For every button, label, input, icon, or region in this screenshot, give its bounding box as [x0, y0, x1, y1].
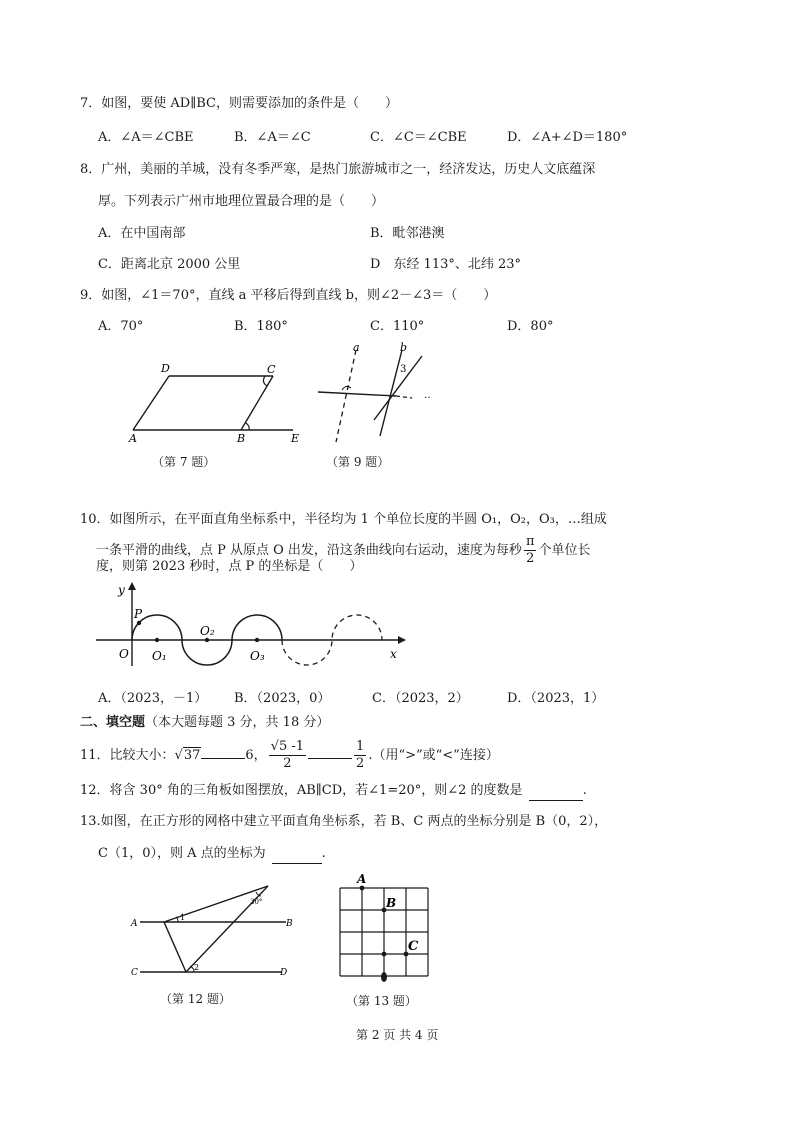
q11-half — [354, 739, 366, 772]
q8-option-a: A．在中国南部 — [98, 226, 186, 241]
fig9-label-3: 3 — [400, 364, 407, 375]
fig7-line-ad — [133, 376, 169, 430]
q9-stem: 9．如图，∠1＝70°，直线 a 平移后得到直线 b，则∠2－∠3＝（ ） — [80, 288, 497, 303]
figure-7 — [125, 360, 315, 450]
fig12-label-c: C — [131, 968, 138, 978]
q11-blank-2[interactable] — [308, 758, 352, 759]
fig13-point-origin — [382, 952, 387, 957]
fig7-line-bc — [241, 376, 273, 430]
q12-text: 12．将含 30° 角的三角板如图摆放，AB∥CD，若∠1=20°，则∠2 的度数是 — [80, 783, 523, 798]
q10-option-c: C．（2023，2） — [372, 691, 469, 706]
q10-option-d: D．（2023，1） — [507, 691, 605, 706]
fig12-caption: （第 12 题） — [160, 992, 231, 1006]
fig12-label-1: 1 — [180, 913, 186, 922]
fig10-y-arrow — [128, 582, 136, 590]
page-footer: 第 2 页 共 4 页 — [356, 1028, 439, 1042]
fig13-grid — [340, 888, 428, 976]
q12-line — [80, 782, 587, 801]
section-2-header — [80, 714, 329, 732]
fig13-label-b: B — [386, 896, 397, 910]
fig7-label-b: B — [237, 432, 246, 445]
q10-line2-pre: 一条平滑的曲线，点 P 从原点 O 出发，沿这条曲线向右运动，速度为每秒 — [96, 543, 522, 558]
q10-option-b: B．（2023，0） — [234, 691, 331, 706]
q12-answer-blank[interactable] — [529, 782, 583, 801]
q10-speed-fraction — [524, 534, 537, 567]
figure-9 — [316, 340, 446, 445]
fig7-angle-c-arc — [263, 376, 267, 386]
fig12-label-2: 2 — [194, 963, 200, 972]
q11-half-den: 2 — [356, 756, 365, 771]
q7-option-d: D．∠A+∠D＝180° — [507, 130, 628, 145]
fig12-label-d: D — [280, 968, 288, 978]
fig13-bottom-mark — [381, 972, 387, 982]
fig12-label-b: B — [286, 919, 293, 929]
q10-option-a: A．（2023，－1） — [98, 691, 208, 706]
fig10-label-o1: O₁ — [152, 649, 167, 663]
fig13-caption: （第 13 题） — [346, 994, 417, 1008]
q9-option-b: B．180° — [234, 319, 288, 334]
fig13-label-a: A — [357, 872, 367, 886]
q13-answer-blank[interactable] — [272, 845, 322, 864]
figure-10 — [110, 580, 410, 670]
fig10-label-x: x — [390, 647, 397, 661]
q8-stem-line2: 厚。下列表示广州市地理位置最合理的是（ ） — [98, 194, 385, 209]
fig7-angle-b-arc — [246, 423, 249, 430]
figure-13 — [340, 870, 440, 990]
fig10-label-y: y — [118, 583, 125, 597]
q11-fraction — [269, 739, 306, 772]
fig9-angle-arc — [342, 386, 351, 390]
fig12-label-a: A — [131, 919, 138, 929]
q13-line2-text: C（1，0），则 A 点的坐标为 — [98, 846, 266, 861]
q10-line2-post: 个单位长 — [538, 543, 591, 558]
q7-stem: 7．如图，要使 AD∥BC，则需要添加的条件是（ ） — [80, 96, 398, 111]
fig10-label-p: P — [134, 607, 143, 621]
fig10-label-o: O — [119, 647, 129, 661]
q9-option-c: C．110° — [370, 319, 425, 334]
q7-option-b: B．∠A＝∠C — [234, 130, 311, 145]
fig10-point-o3 — [255, 638, 259, 642]
q10-frac-num: π — [525, 534, 535, 549]
q9-option-a: A．70° — [98, 319, 144, 334]
q10-line1: 10．如图所示，在平面直角坐标系中，半径均为 1 个单位长度的半圆 O₁，O₂，O₃，…组成 — [80, 512, 607, 527]
fig7-label-a: A — [129, 432, 137, 445]
fig9-caption: （第 9 题） — [326, 455, 390, 469]
q11-pre: 11．比较大小： — [80, 748, 175, 763]
fig13-label-c: C — [408, 939, 419, 954]
fig12-label-30: 30° — [250, 898, 263, 906]
fig7-label-c: C — [267, 363, 276, 376]
q10-frac-den: 2 — [526, 551, 535, 566]
q11-blank-1[interactable] — [201, 758, 245, 759]
fig10-x-arrow — [398, 636, 406, 644]
fig7-label-d: D — [161, 362, 170, 375]
q10-line3: 度，则第 2023 秒时，点 P 的坐标是（ ） — [96, 559, 363, 574]
fig9-label-b: b — [400, 341, 408, 354]
q8-option-b: B．毗邻港澳 — [370, 226, 445, 241]
q8-option-d: D 东经 113°、北纬 23° — [370, 257, 522, 272]
fig7-label-e: E — [291, 432, 300, 445]
fig9-dots: ‥ — [424, 390, 431, 401]
q11-sqrt-sign: √ — [174, 748, 183, 763]
q12-end: . — [582, 783, 587, 798]
fig10-label-o2: O₂ — [200, 624, 215, 638]
q9-option-d: D．80° — [507, 319, 554, 334]
q11-half-num: 1 — [356, 739, 365, 754]
q7-option-c: C．∠C＝∠CBE — [370, 130, 467, 145]
fig9-label-a: a — [353, 341, 360, 354]
q8-option-c: C．距离北京 2000 公里 — [98, 257, 241, 272]
q11-six: 6， — [245, 748, 267, 763]
q11-radicand: 37 — [183, 748, 201, 763]
fig10-point-o1 — [155, 638, 159, 642]
section-2-title: 二、填空题 — [80, 715, 146, 730]
fig9-line-a — [336, 350, 356, 442]
fig10-point-o2 — [205, 638, 209, 642]
q11-frac-num: √5 -1 — [270, 739, 305, 754]
fig10-point-p — [137, 621, 141, 625]
fig9-transversal-2 — [396, 396, 412, 398]
q13-line1: 13.如图，在正方形的网格中建立平面直角坐标系，若 B、C 两点的坐标分别是 B（0，2）， — [80, 814, 608, 829]
fig13-point-a — [360, 886, 365, 891]
q13-line2 — [98, 845, 326, 864]
q11-post: .（用“>”或“<”连接） — [368, 748, 499, 763]
fig9-transversal-1 — [318, 392, 396, 396]
fig10-label-o3: O₃ — [250, 649, 265, 663]
q13-end: . — [321, 846, 326, 861]
q11-frac-den: 2 — [283, 756, 292, 771]
q8-stem-line1: 8．广州，美丽的羊城，没有冬季严寒，是热门旅游城市之一，经济发达，历史人文底蕴深 — [80, 162, 596, 177]
figure-12 — [128, 882, 298, 982]
q7-option-a: A．∠A＝∠CBE — [98, 130, 194, 145]
fig7-caption: （第 7 题） — [152, 455, 216, 469]
section-2-note: （本大题每题 3 分，共 18 分） — [145, 715, 330, 730]
fig9-line-b — [380, 350, 402, 436]
q11-line — [80, 738, 499, 774]
